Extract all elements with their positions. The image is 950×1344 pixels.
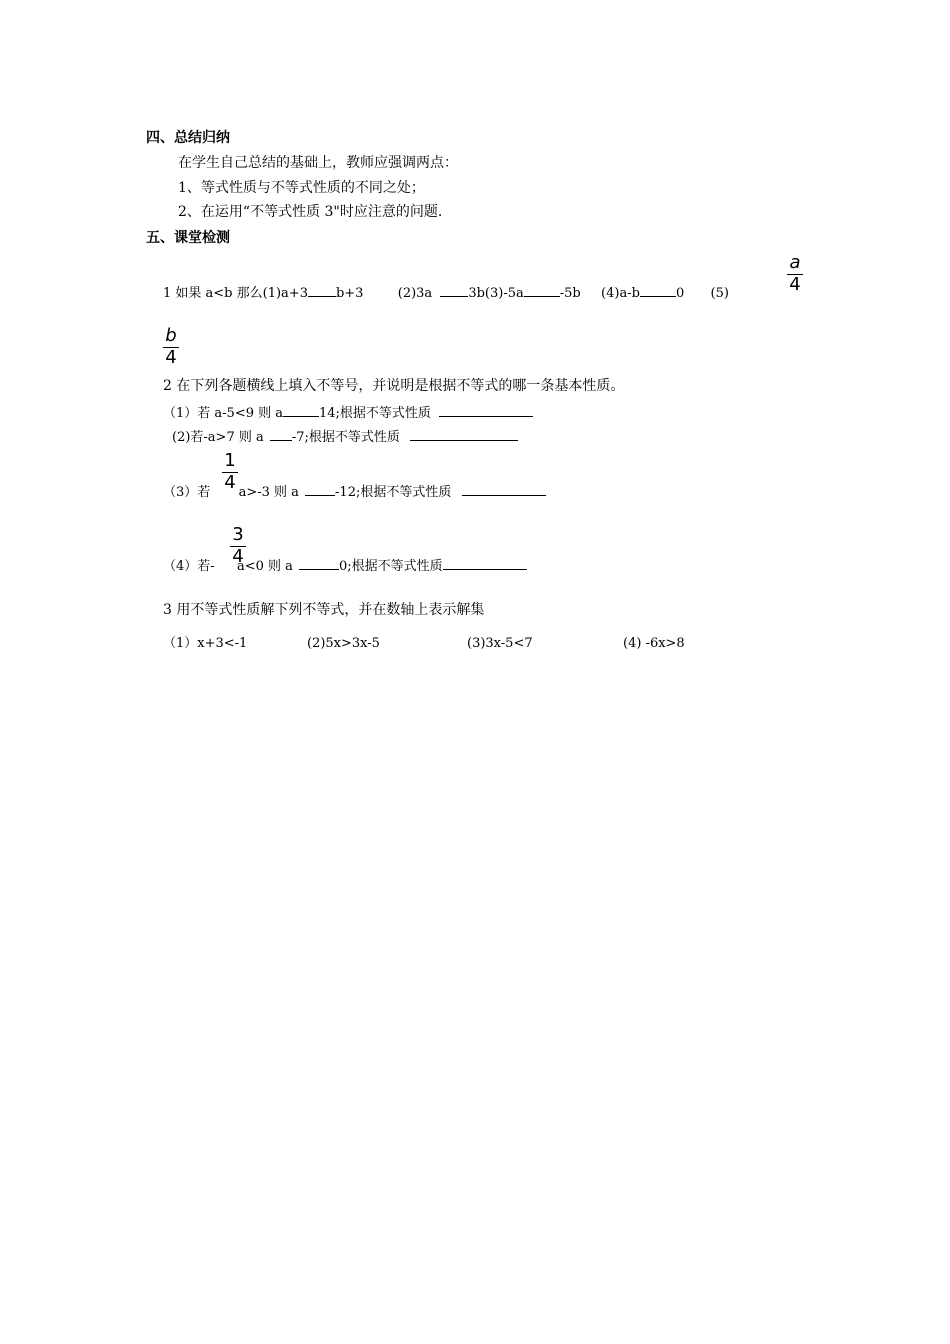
fraction-numerator: b: [165, 325, 177, 346]
q2-item1-after: 14;根据不等式性质: [319, 406, 431, 421]
question-3-title: 3 用不等式性质解下列不等式，并在数轴上表示解集: [163, 602, 485, 618]
q1-lead: 1 如果 a<b 那么(1)a+3: [163, 286, 308, 301]
q1-part3-before: (3)-5a: [484, 286, 524, 301]
question-3-item-2: (2)5x>3x-5: [307, 636, 380, 651]
q2-item2-before: (2)若-a>7 则 a: [172, 430, 264, 445]
q1-part1-after: b+3: [335, 286, 364, 301]
answer-blank[interactable]: [439, 405, 533, 417]
fraction-a-over-4: [787, 254, 803, 294]
q2-item4-before: （4）若-: [163, 559, 215, 574]
question-2-item-2: [172, 429, 518, 444]
summary-point-2: 2、在运用“不等式性质 3"时应注意的问题.: [178, 204, 443, 220]
question-3-item-4: (4) -6x>8: [623, 636, 685, 651]
fraction-numerator: a: [789, 252, 801, 273]
answer-blank[interactable]: [443, 558, 527, 570]
fraction-numerator: 1: [224, 450, 236, 471]
answer-blank[interactable]: [305, 484, 335, 496]
fraction-denominator: 4: [165, 347, 177, 368]
section-heading-summary: 四、总结归纳: [146, 130, 230, 146]
fraction-numerator: 3: [232, 524, 244, 545]
question-1-line: [163, 285, 729, 300]
answer-blank[interactable]: [524, 285, 560, 297]
answer-blank[interactable]: [440, 285, 468, 297]
summary-intro: 在学生自己总结的基础上，教师应强调两点：: [178, 155, 458, 171]
question-2-item-3: [163, 484, 546, 499]
answer-blank[interactable]: [462, 484, 546, 496]
answer-blank[interactable]: [640, 285, 676, 297]
fraction-denominator: 4: [232, 546, 244, 567]
summary-point-1: 1、等式性质与不等式性质的不同之处；: [178, 180, 425, 196]
question-2-item-4: [163, 558, 527, 573]
answer-blank[interactable]: [410, 429, 518, 441]
q2-item4-tail: 0;根据不等式性质: [339, 559, 443, 574]
q2-item4-after: a<0 则 a: [236, 559, 293, 574]
q1-part4-after: 0: [675, 286, 685, 301]
q2-item3-tail: -12;根据不等式性质: [335, 485, 452, 500]
answer-blank[interactable]: [299, 558, 339, 570]
answer-blank[interactable]: [270, 429, 292, 441]
q1-part3-after: -5b: [559, 286, 581, 301]
q1-part5-before: (5): [710, 286, 729, 301]
fraction-b-over-4: [163, 327, 179, 367]
question-3-item-3: (3)3x-5<7: [467, 636, 533, 651]
answer-blank[interactable]: [283, 405, 319, 417]
q1-part4-before: (4)a-b: [601, 286, 640, 301]
answer-blank[interactable]: [308, 285, 336, 297]
q2-item3-after: a>-3 则 a: [238, 485, 299, 500]
fraction-denominator: 4: [789, 274, 801, 295]
q1-part2-after: 3b: [468, 286, 485, 301]
fraction-denominator: 4: [224, 472, 236, 493]
question-3-item-1: （1）x+3<-1: [163, 636, 248, 651]
fraction-3-over-4: [230, 526, 246, 566]
q2-item3-before: （3）若: [163, 485, 211, 500]
question-2-item-1: [163, 405, 533, 420]
q1-part2-before: (2)3a: [397, 286, 433, 301]
section-heading-quiz: 五、课堂检测: [146, 230, 230, 246]
q2-item1-before: （1）若 a-5<9 则 a: [163, 406, 283, 421]
q2-item2-after: -7;根据不等式性质: [291, 430, 400, 445]
question-2-title: 2 在下列各题横线上填入不等号，并说明是根据不等式的哪一条基本性质。: [163, 378, 625, 394]
fraction-1-over-4: [222, 452, 238, 492]
